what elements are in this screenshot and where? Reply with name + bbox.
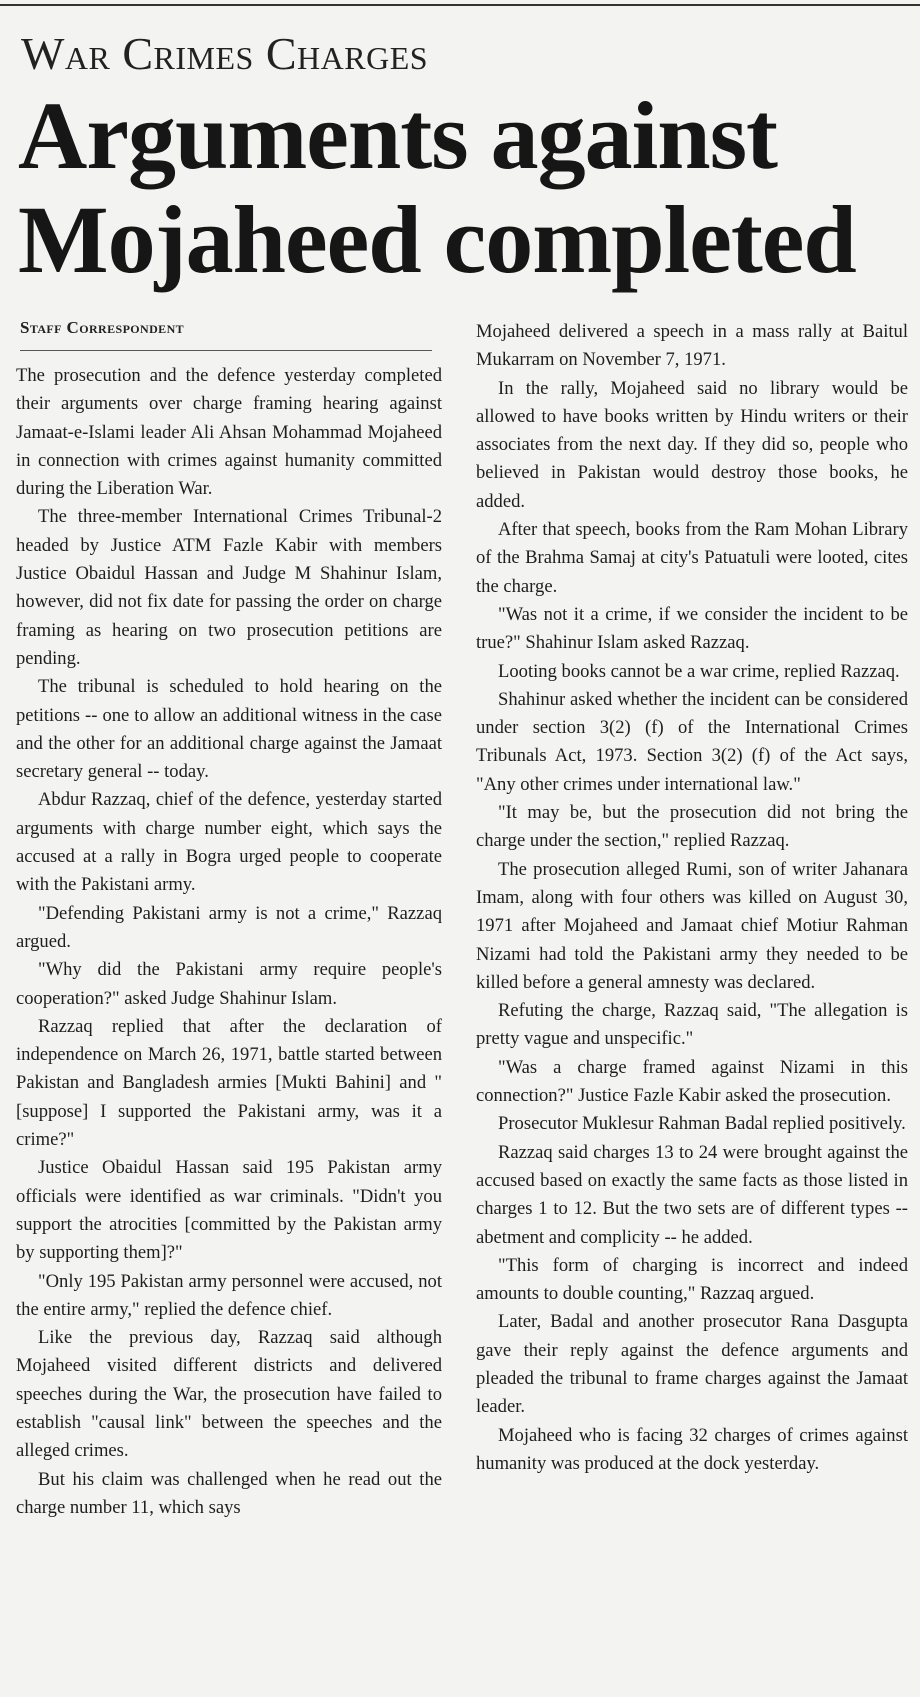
- paragraph: Razzaq said charges 13 to 24 were brought against the accused based on exactly the same facts as those listed in charges 1 to 12. But the two sets are of different types -- abetment and complicity -- he added.: [476, 1141, 908, 1248]
- article-headline: [18, 84, 908, 292]
- paragraph: "Was not it a crime, if we consider the incident to be true?" Shahinur Islam asked Razzaq.: [476, 603, 908, 654]
- paragraph: The three-member International Crimes Tribunal-2 headed by Justice ATM Fazle Kabir with members Justice Obaidul Hassan and Judge M Shahinur Islam, however, did not fix date for passing the order on charge framing as hearing on two prosecution petitions are pending.: [16, 506, 442, 669]
- paragraph: "It may be, but the prosecution did not bring the charge under the section," replied Razzaq.: [476, 802, 908, 852]
- paragraph: In the rally, Mojaheed said no library would be allowed to have books written by Hindu writers or their associates from the next day. If they did so, people who believed in Pakistan would destroy those books, he added.: [476, 377, 908, 512]
- paragraph: The prosecution alleged Rumi, son of writer Jahanara Imam, along with four others was killed on August 30, 1971 after Mojaheed and Jamaat chief Motiur Rahman Nizami had told the Pakistani army they needed to be killed before a general amnesty was declared.: [476, 858, 908, 993]
- paragraph: Prosecutor Muklesur Rahman Badal replied positively.: [498, 1113, 906, 1135]
- byline-divider: [20, 350, 432, 351]
- paragraph: "Defending Pakistani army is not a crime," Razzaq argued.: [16, 902, 442, 952]
- paragraph: "Only 195 Pakistan army personnel were accused, not the entire army," replied the defence chief.: [16, 1270, 442, 1320]
- paragraph: Shahinur asked whether the incident can be considered under section 3(2) (f) of the International Crimes Tribunals Act, 1973. Section 3(2) (f) of the Act says, "Any other crimes under international law.": [476, 688, 908, 795]
- paragraph: "Why did the Pakistani army require people's cooperation?" asked Judge Shahinur Islam.: [16, 959, 442, 1009]
- paragraph: After that speech, books from the Ram Mohan Library of the Brahma Samaj at city's Patuatuli were looted, cites the charge.: [476, 519, 908, 597]
- article-kicker: War Crimes Charges: [21, 28, 429, 79]
- paragraph: Mojaheed delivered a speech in a mass rally at Baitul Mukarram on November 7, 1971.: [476, 321, 908, 371]
- paragraph: Refuting the charge, Razzaq said, "The allegation is pretty vague and unspecific.": [476, 1000, 908, 1050]
- left-column: [16, 362, 442, 1522]
- paragraph: Abdur Razzaq, chief of the defence, yesterday started arguments with charge number eight, which says the accused at a rally in Bogra urged people to cooperate with the Pakistani army.: [16, 789, 442, 896]
- paragraph: But his claim was challenged when he read out the charge number 11, which says: [16, 1468, 442, 1518]
- paragraph: Razzaq replied that after the declaration of independence on March 26, 1971, battle started between Pakistan and Bangladesh armies [Mukti Bahini] and "[suppose] I supported the Pakistani army, was it a crime?": [16, 1015, 442, 1151]
- paragraph: Like the previous day, Razzaq said although Mojaheed visited different districts and delivered speeches during the War, the prosecution have failed to establish "causal link" between the speeches and the alleged crimes.: [16, 1327, 442, 1462]
- right-column: [476, 318, 908, 1478]
- top-rule: [0, 4, 920, 6]
- headline-line-1: Arguments against: [18, 82, 778, 189]
- paragraph: The tribunal is scheduled to hold hearing on the petitions -- one to allow an additional witness in the case and the other for an additional charge against the Jamaat secretary general -- today.: [16, 676, 442, 783]
- paragraph: Justice Obaidul Hassan said 195 Pakistan army officials were identified as war criminals. "Didn't you support the atrocities [committed by the Pakistan army by supporting them]?": [16, 1157, 442, 1264]
- headline-line-2: Mojaheed completed: [18, 186, 856, 293]
- paragraph: Looting books cannot be a war crime, replied Razzaq.: [498, 660, 900, 682]
- paragraph: Later, Badal and another prosecutor Rana Dasgupta gave their reply against the defence arguments and pleaded the tribunal to frame charges against the Jamaat leader.: [476, 1311, 908, 1418]
- byline: Staff Correspondent: [20, 318, 185, 337]
- paragraph: "Was a charge framed against Nizami in this connection?" Justice Fazle Kabir asked the prosecution.: [476, 1056, 908, 1107]
- paragraph: "This form of charging is incorrect and indeed amounts to double counting," Razzaq argued.: [476, 1254, 908, 1305]
- paragraph: Mojaheed who is facing 32 charges of crimes against humanity was produced at the dock yesterday.: [476, 1424, 908, 1474]
- paragraph: The prosecution and the defence yesterday completed their arguments over charge framing hearing against Jamaat-e-Islami leader Ali Ahsan Mohammad Mojaheed in connection with crimes against humanity committed during the Liberation War.: [16, 365, 442, 500]
